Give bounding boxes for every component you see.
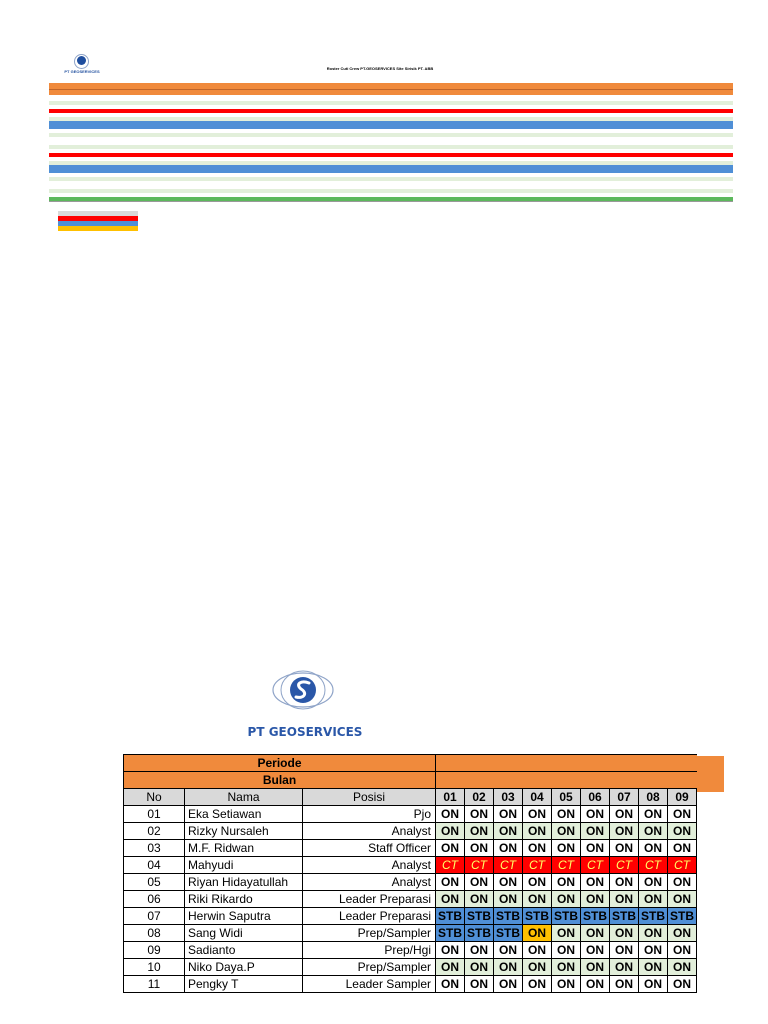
status-cell: ON bbox=[523, 942, 552, 959]
employee-position: Analyst bbox=[303, 857, 436, 874]
status-cell: ON bbox=[581, 840, 610, 857]
status-cell: ON bbox=[494, 976, 523, 993]
status-cell: CT bbox=[523, 857, 552, 874]
status-cell: ON bbox=[465, 874, 494, 891]
status-cell: ON bbox=[494, 840, 523, 857]
status-cell: ON bbox=[465, 976, 494, 993]
status-cell: ON bbox=[668, 959, 697, 976]
status-cell: STB bbox=[639, 908, 668, 925]
status-cell: ON bbox=[465, 959, 494, 976]
roster-row bbox=[124, 942, 697, 959]
roster-row bbox=[124, 806, 697, 823]
status-cell: STB bbox=[494, 925, 523, 942]
status-cell: ON bbox=[436, 840, 465, 857]
status-cell: ON bbox=[465, 806, 494, 823]
status-cell: ON bbox=[581, 942, 610, 959]
status-cell: ON bbox=[494, 874, 523, 891]
status-cell: ON bbox=[668, 823, 697, 840]
employee-name: Riyan Hidayatullah bbox=[185, 874, 303, 891]
employee-position: Analyst bbox=[303, 874, 436, 891]
row-number: 11 bbox=[124, 976, 185, 993]
status-cell: ON bbox=[465, 942, 494, 959]
employee-name: Eka Setiawan bbox=[185, 806, 303, 823]
employee-name: Sadianto bbox=[185, 942, 303, 959]
status-cell: ON bbox=[436, 959, 465, 976]
status-cell: ON bbox=[552, 891, 581, 908]
thumbnail-logo bbox=[58, 54, 106, 78]
status-cell: ON bbox=[523, 840, 552, 857]
status-cell: ON bbox=[610, 959, 639, 976]
status-cell: ON bbox=[639, 891, 668, 908]
status-cell: ON bbox=[523, 891, 552, 908]
bulan-header: Bulan bbox=[124, 772, 436, 789]
status-cell: ON bbox=[436, 976, 465, 993]
status-cell: ON bbox=[639, 874, 668, 891]
status-cell: STB bbox=[436, 908, 465, 925]
bulan-value-cell bbox=[436, 772, 697, 789]
status-cell: ON bbox=[610, 925, 639, 942]
status-cell: ON bbox=[552, 806, 581, 823]
status-cell: ON bbox=[610, 823, 639, 840]
status-cell: STB bbox=[668, 908, 697, 925]
status-cell: CT bbox=[639, 857, 668, 874]
employee-position: Prep/Hgi bbox=[303, 942, 436, 959]
status-cell: ON bbox=[436, 874, 465, 891]
column-header-day: 03 bbox=[494, 789, 523, 806]
roster-row bbox=[124, 840, 697, 857]
company-logo-icon bbox=[268, 670, 338, 710]
status-cell: ON bbox=[581, 925, 610, 942]
status-cell: ON bbox=[668, 840, 697, 857]
status-cell: STB bbox=[610, 908, 639, 925]
status-cell: CT bbox=[552, 857, 581, 874]
status-cell: ON bbox=[552, 840, 581, 857]
status-cell: ON bbox=[668, 891, 697, 908]
status-cell: ON bbox=[668, 874, 697, 891]
status-cell: STB bbox=[552, 908, 581, 925]
status-cell: ON bbox=[523, 806, 552, 823]
row-number: 04 bbox=[124, 857, 185, 874]
status-cell: ON bbox=[523, 823, 552, 840]
employee-position: Pjo bbox=[303, 806, 436, 823]
status-cell: ON bbox=[552, 823, 581, 840]
status-cell: ON bbox=[639, 942, 668, 959]
status-cell: ON bbox=[610, 840, 639, 857]
status-cell: ON bbox=[610, 806, 639, 823]
status-cell: ON bbox=[668, 925, 697, 942]
status-cell: ON bbox=[610, 891, 639, 908]
status-cell: ON bbox=[465, 823, 494, 840]
status-cell: ON bbox=[581, 806, 610, 823]
status-cell: CT bbox=[668, 857, 697, 874]
employee-position: Prep/Sampler bbox=[303, 959, 436, 976]
column-header-day: 05 bbox=[552, 789, 581, 806]
column-header-posisi: Posisi bbox=[303, 789, 436, 806]
status-cell: ON bbox=[494, 891, 523, 908]
status-cell: ON bbox=[552, 925, 581, 942]
column-header-day: 06 bbox=[581, 789, 610, 806]
status-cell: CT bbox=[436, 857, 465, 874]
company-name: PT GEOSERVICES bbox=[247, 725, 363, 739]
status-cell: ON bbox=[436, 891, 465, 908]
status-cell: STB bbox=[465, 925, 494, 942]
column-header-no: No bbox=[124, 789, 185, 806]
status-cell: STB bbox=[581, 908, 610, 925]
status-cell: ON bbox=[552, 959, 581, 976]
status-cell: ON bbox=[494, 942, 523, 959]
status-cell: CT bbox=[494, 857, 523, 874]
thumbnail-document-title: Roster Cuti Crew PT.GEOSERVICES Site Sirisik PT. ABB bbox=[326, 66, 434, 71]
status-cell: ON bbox=[436, 806, 465, 823]
roster-row bbox=[124, 823, 697, 840]
employee-name: Sang Widi bbox=[185, 925, 303, 942]
roster-row bbox=[124, 891, 697, 908]
employee-position: Staff Officer bbox=[303, 840, 436, 857]
header-orange-extension bbox=[695, 756, 724, 792]
status-cell: ON bbox=[581, 823, 610, 840]
roster-row bbox=[124, 959, 697, 976]
status-cell: ON bbox=[523, 925, 552, 942]
status-cell: STB bbox=[465, 908, 494, 925]
row-number: 08 bbox=[124, 925, 185, 942]
row-number: 06 bbox=[124, 891, 185, 908]
thumbnail-company-name: PT GEOSERVICES bbox=[64, 69, 100, 74]
status-cell: ON bbox=[581, 959, 610, 976]
row-number: 03 bbox=[124, 840, 185, 857]
roster-row bbox=[124, 857, 697, 874]
status-cell: ON bbox=[494, 806, 523, 823]
column-header-day: 07 bbox=[610, 789, 639, 806]
status-cell: ON bbox=[581, 874, 610, 891]
employee-name: Herwin Saputra bbox=[185, 908, 303, 925]
employee-name: Riki Rikardo bbox=[185, 891, 303, 908]
status-cell: ON bbox=[639, 840, 668, 857]
employee-position: Leader Preparasi bbox=[303, 908, 436, 925]
status-cell: STB bbox=[523, 908, 552, 925]
row-number: 07 bbox=[124, 908, 185, 925]
status-cell: ON bbox=[639, 959, 668, 976]
status-cell: ON bbox=[523, 959, 552, 976]
status-cell: CT bbox=[610, 857, 639, 874]
status-cell: ON bbox=[610, 874, 639, 891]
employee-name: Pengky T bbox=[185, 976, 303, 993]
roster-row bbox=[124, 925, 697, 942]
row-number: 10 bbox=[124, 959, 185, 976]
thumbnail-roster-grid bbox=[49, 83, 733, 199]
employee-position: Leader Sampler bbox=[303, 976, 436, 993]
roster-row bbox=[124, 908, 697, 925]
status-cell: ON bbox=[639, 823, 668, 840]
column-header-day: 02 bbox=[465, 789, 494, 806]
row-number: 09 bbox=[124, 942, 185, 959]
column-header-day: 08 bbox=[639, 789, 668, 806]
status-cell: ON bbox=[465, 891, 494, 908]
employee-name: Niko Daya.P bbox=[185, 959, 303, 976]
employee-name: Mahyudi bbox=[185, 857, 303, 874]
row-number: 01 bbox=[124, 806, 185, 823]
column-header-day: 04 bbox=[523, 789, 552, 806]
thumbnail-legend bbox=[58, 211, 138, 229]
status-cell: ON bbox=[639, 925, 668, 942]
status-cell: ON bbox=[494, 959, 523, 976]
status-cell: ON bbox=[639, 976, 668, 993]
periode-value-cell bbox=[436, 755, 697, 772]
status-cell: STB bbox=[436, 925, 465, 942]
row-number: 05 bbox=[124, 874, 185, 891]
employee-position: Leader Preparasi bbox=[303, 891, 436, 908]
status-cell: ON bbox=[494, 823, 523, 840]
column-header-nama: Nama bbox=[185, 789, 303, 806]
status-cell: ON bbox=[668, 806, 697, 823]
status-cell: ON bbox=[552, 942, 581, 959]
status-cell: ON bbox=[523, 874, 552, 891]
employee-position: Analyst bbox=[303, 823, 436, 840]
column-header-day: 09 bbox=[668, 789, 697, 806]
row-number: 02 bbox=[124, 823, 185, 840]
status-cell: ON bbox=[552, 874, 581, 891]
periode-header: Periode bbox=[124, 755, 436, 772]
status-cell: ON bbox=[436, 823, 465, 840]
status-cell: ON bbox=[610, 976, 639, 993]
status-cell: ON bbox=[639, 806, 668, 823]
status-cell: ON bbox=[465, 840, 494, 857]
roster-row bbox=[124, 874, 697, 891]
status-cell: ON bbox=[668, 976, 697, 993]
roster-table bbox=[123, 754, 697, 993]
roster-row bbox=[124, 976, 697, 993]
employee-position: Prep/Sampler bbox=[303, 925, 436, 942]
employee-name: M.F. Ridwan bbox=[185, 840, 303, 857]
status-cell: ON bbox=[436, 942, 465, 959]
status-cell: CT bbox=[581, 857, 610, 874]
status-cell: ON bbox=[610, 942, 639, 959]
status-cell: ON bbox=[581, 891, 610, 908]
status-cell: CT bbox=[465, 857, 494, 874]
employee-name: Rizky Nursaleh bbox=[185, 823, 303, 840]
status-cell: ON bbox=[552, 976, 581, 993]
column-header-day: 01 bbox=[436, 789, 465, 806]
status-cell: ON bbox=[581, 976, 610, 993]
status-cell: ON bbox=[668, 942, 697, 959]
status-cell: STB bbox=[494, 908, 523, 925]
status-cell: ON bbox=[523, 976, 552, 993]
